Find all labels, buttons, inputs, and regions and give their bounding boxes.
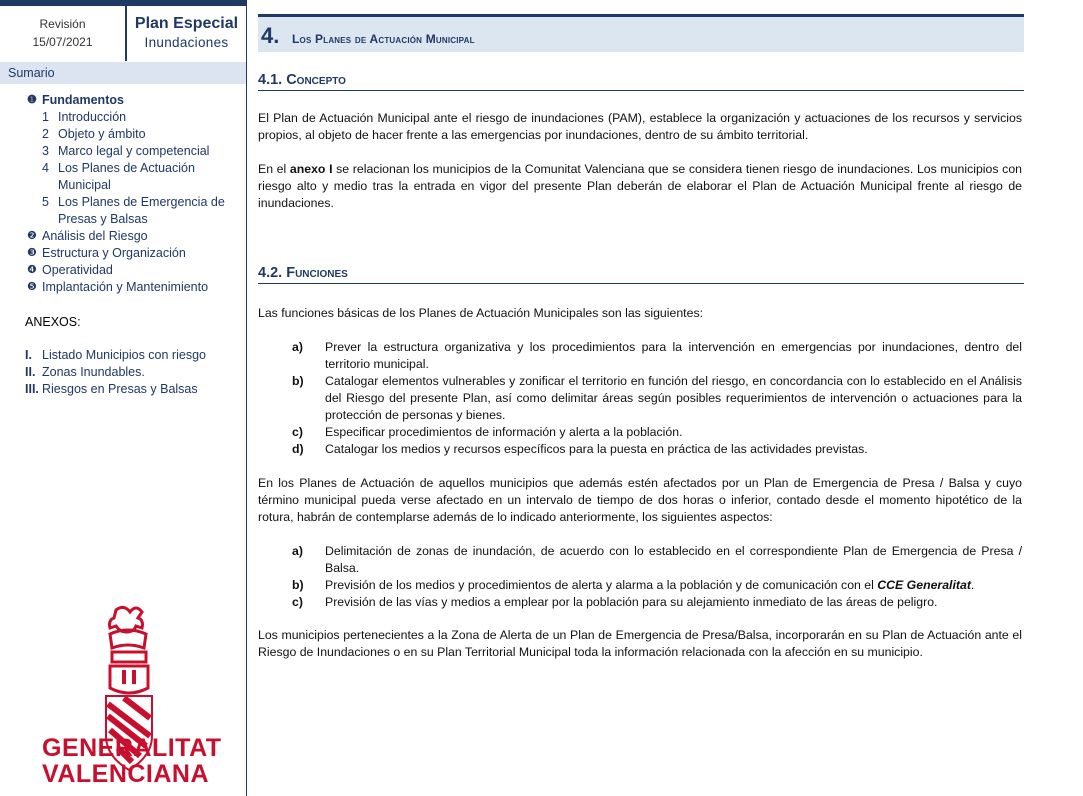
annex-item-zonas[interactable] [25, 364, 206, 381]
toc-subsection-number: 3 [42, 144, 49, 158]
annex-number: II. [25, 365, 36, 379]
annex-list [25, 347, 206, 398]
toc-subsection-number: 1 [42, 110, 49, 124]
toc-section-label: Análisis del Riesgo [42, 229, 148, 243]
summary-heading: Sumario [0, 62, 246, 84]
annex-number: III. [25, 382, 39, 396]
toc-subsection-label: Los Planes de Actuación Municipal [58, 161, 195, 192]
annex-label: Riesgos en Presas y Balsas [42, 382, 198, 396]
toc-section-number: ❹ [27, 264, 37, 276]
toc-subsection-marco-legal[interactable] [27, 143, 242, 160]
logo-line-2: VALENCIANA [42, 760, 210, 788]
list-item [292, 373, 1022, 424]
paragraph-concepto-1: El Plan de Actuación Municipal ante el riesgo de inundaciones (PAM), establece la organización y actuaciones de los recursos y servicios propios, al objeto de hacer frente a las emergencias por inundaciones, dentro de su ámbito territorial. [258, 111, 1022, 142]
chapter-title: Los Planes de Actuación Municipal [292, 32, 475, 46]
toc-subsection-number: 2 [42, 127, 49, 141]
annex-label: Listado Municipios con riesgo [42, 348, 206, 362]
text-run: En el [258, 162, 290, 176]
annex-item-riesgos[interactable] [25, 381, 206, 398]
list-item [292, 594, 1022, 611]
list-text: Especificar procedimientos de información y alerta a la población. [325, 425, 683, 439]
list-marker: a) [292, 340, 303, 354]
toc-subsection-number: 4 [42, 161, 49, 175]
list-item [292, 424, 1022, 441]
list-marker: c) [292, 595, 303, 609]
text-run: se relacionan los municipios de la Comunitat Valenciana que se considera tienen riesgo de inundaciones. Los municipios con riesgo alto y medio tras la entrada en vigor del presente Plan deberán de elaborar el Plan de Actuación Municipal frente al riesgo de inundaciones. [258, 162, 1022, 210]
list-item [292, 543, 1022, 577]
toc-section-number: ❶ [27, 94, 37, 106]
paragraph-presas: En los Planes de Actuación de aquellos municipios que además estén afectados por un Plan de Emergencia de Presa / Balsa y cuyo término municipal pueda verse afectado en un intervalo de tiempo de dos horas o inferior, contado desde el momento hipotético de la rotura, habrán de contemplarse además de lo indicado anteriormente, los siguientes aspectos: [258, 476, 1022, 524]
toc-subsection-label: Marco legal y competencial [58, 144, 210, 158]
cce-reference: CCE Generalitat [877, 578, 971, 592]
list-marker: a) [292, 544, 303, 558]
section-heading-concepto: 4.1. Concepto [258, 72, 1024, 91]
chapter-heading [258, 14, 1024, 52]
text-run: Previsión de los medios y procedimientos de alerta y alarma a la población y de comunicación con el [325, 578, 878, 592]
annex-item-listado[interactable] [25, 347, 206, 364]
list-text: Previsión de las vías y medios a emplear por la población para su alejamiento inmediato de las áreas de peligro. [325, 595, 938, 609]
toc-section-label: Estructura y Organización [42, 246, 186, 260]
list-text: Prever la estructura organizativa y los procedimientos para la intervención en emergencias por inundaciones, dentro del territorio municipal. [325, 340, 1022, 371]
toc-section-number: ❸ [27, 247, 37, 259]
toc-section-label: Operatividad [42, 263, 113, 277]
paragraph-concepto-2 [258, 161, 1022, 212]
toc-subsection-objeto[interactable] [27, 126, 242, 143]
toc-section-number: ❷ [27, 230, 37, 242]
plan-title: Plan Especial [134, 15, 239, 32]
list-marker: c) [292, 425, 303, 439]
toc-subsection-label: Introducción [58, 110, 127, 124]
list-text [325, 577, 1022, 594]
toc-section-analisis[interactable] [27, 228, 242, 245]
paragraph-zona-alerta: Los municipios pertenecientes a la Zona de Alerta de un Plan de Emergencia de Presa/Balsa, incorporarán en su Plan de Actuación ante el Riesgo de Inundaciones o en su Plan Territorial Municipal toda la información relacionada con la afección en su municipio. [258, 628, 1022, 659]
list-item [292, 339, 1022, 373]
toc-subsection-introduccion[interactable] [27, 109, 242, 126]
toc-section-label: Implantación y Mantenimiento [42, 280, 209, 294]
annex-heading: ANEXOS: [25, 315, 81, 329]
revision-date: 15/07/2021 [32, 35, 93, 49]
list-text: Delimitación de zonas de inundación, de acuerdo con lo establecido en el correspondiente Plan de Emergencia de Presa / Balsa. [325, 544, 1022, 575]
toc-section-implantacion[interactable] [27, 279, 242, 296]
list-marker: d) [292, 442, 304, 456]
plan-title-box [127, 6, 246, 61]
toc-subsection-planes-actuacion[interactable] [27, 160, 242, 194]
logo-line-1: GENERALITAT [42, 734, 222, 762]
sidebar [0, 0, 247, 796]
toc-section-label: Fundamentos [42, 93, 124, 107]
section-heading-funciones: 4.2. Funciones [258, 265, 1024, 284]
toc-section-fundamentos[interactable] [27, 92, 242, 109]
toc-subsection-label: Los Planes de Emergencia de Presas y Balsas [58, 195, 225, 226]
text-run: . [970, 578, 975, 592]
list-item [292, 577, 1022, 594]
annex-number: I. [25, 348, 32, 362]
toc-section-number: ❺ [27, 281, 37, 293]
revision-label: Revisión [39, 17, 86, 31]
presas-aspects-list [292, 543, 1022, 611]
chapter-number: 4. [261, 23, 280, 48]
plan-subtitle: Inundaciones [144, 35, 229, 50]
toc-subsection-planes-emergencia[interactable] [27, 194, 242, 228]
toc-subsection-number: 5 [42, 195, 49, 209]
toc-section-operatividad[interactable] [27, 262, 242, 279]
list-text: Catalogar los medios y recursos específicos para la puesta en práctica de las actividades previstas. [325, 442, 868, 456]
toc-subsection-label: Objeto y ámbito [58, 127, 146, 141]
toc-section-estructura[interactable] [27, 245, 242, 262]
annex-label: Zonas Inundables. [42, 365, 145, 379]
functions-list [292, 339, 1022, 458]
revision-box [0, 6, 127, 61]
logo-wordmark [42, 735, 222, 787]
annex-reference: anexo I [289, 162, 333, 176]
list-text: Catalogar elementos vulnerables y zonificar el territorio en función del riesgo, en concordancia con lo establecido en el Análisis del Riesgo del presente Plan, así como delimitar áreas según posibles requerimientos de intervención o actuaciones para la protección de personas y bienes. [325, 374, 1022, 422]
list-marker: b) [292, 374, 304, 388]
list-marker: b) [292, 578, 304, 592]
paragraph-funciones-intro: Las funciones básicas de los Planes de Actuación Municipales son las siguientes: [258, 306, 704, 320]
list-item [292, 441, 1022, 458]
table-of-contents [27, 92, 242, 296]
